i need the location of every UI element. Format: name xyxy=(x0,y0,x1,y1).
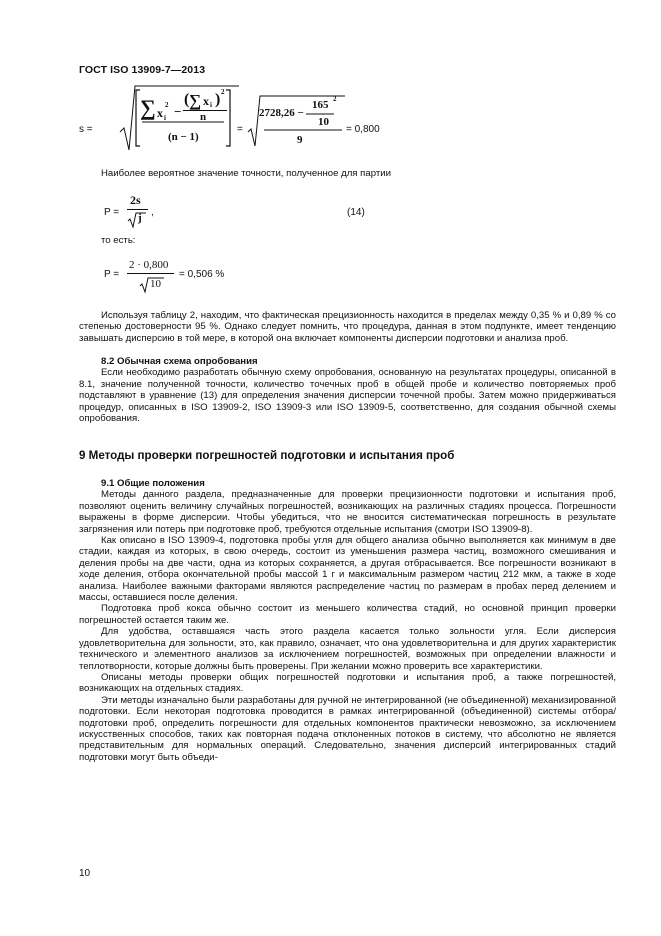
radical-3-icon xyxy=(127,211,147,229)
heading-8-2: 8.2 Обычная схема опробования xyxy=(101,356,258,367)
radical-2-icon xyxy=(246,94,346,150)
equation-number: (14) xyxy=(347,207,365,218)
text-that-is: то есть: xyxy=(101,235,136,246)
paren-close: ) xyxy=(215,91,221,108)
formula-x1: x xyxy=(157,106,163,120)
sum-symbol-1: ∑ xyxy=(140,95,156,120)
formula-x2-sub: i xyxy=(210,101,212,109)
formula-p2-result: = 0,506 % xyxy=(179,269,225,280)
formula-p-lhs: P = xyxy=(104,207,120,218)
paragraph-9-1-b: Как описано в ISO 13909-4, подготовка пробы угля для общего анализа обычно выполняется как минимум в две стадии, каждая из которых, в свою очередь, состоит из уменьшения размера частиц, возможного смешивания и деления пробы на две части, одна из которых сохраняется, а другая отбрасывается. Все погрешности возникают в ходе деления, отбора окончательной пробы массой 1 г и максимальным размером частиц 212 мкм, а также в ходе анализа. Наиболее важными факторами являются распределение частиц по размерам в пробах перед делением и массы, оставшиеся после деления. xyxy=(79,535,616,604)
heading-9-1: 9.1 Общие положения xyxy=(101,478,205,489)
paragraph-9-1-f: Эти методы изначально были разработаны для ручной не интегрированной (не объединенной) механизированной подготовки. Если некоторая подготовка проводится в рамках интегрированной (объединенной) системы отбора/подготовки проб, определить погрешности для отдельных компонентов практически невозможно, за исключением искусственных способов, таких как повторная подача отклоненных потоков в систему, что абсолютно не является представительным для нормальных операций. Следовательно, значения дисперсий интегрированных стадий подготовки могут быть объеди- xyxy=(79,694,616,763)
formula-den9: 9 xyxy=(297,134,303,146)
section-9-1 xyxy=(79,478,616,763)
paragraph-9-1-c: Подготовка проб кокса обычно состоит из меньшего количества стадий, но основной принцип проверки погрешностей остается таким же. xyxy=(79,603,616,626)
formula-den10: 10 xyxy=(318,116,329,128)
formula-p-num: 2s xyxy=(130,193,141,207)
formula-x2: x xyxy=(203,94,209,108)
formula-n: n xyxy=(200,111,207,123)
text-precision: Наиболее вероятное значение точности, полученное для партии xyxy=(101,168,391,179)
equals-1: = xyxy=(237,124,243,135)
paragraph-8-2: Если необходимо разработать обычную схему опробования, основанную на результатах процедуры, описанной в 8.1, значение полученной точности, количество точечных проб в общей пробе и количество повторяемых проб подставляют в уравнение (13) для определения значения дисперсии точечной пробы. Затем можно придерживаться процедур, описанных в ISO 13909-2, ISO 13909-3 или ISO 13909-5, соответственно, для создания обычной схемы опробования. xyxy=(79,367,616,425)
formula-p2-num: 2 · 0,800 xyxy=(129,259,169,271)
paragraph-9-1-e: Описаны методы проверки общих погрешностей подготовки и испытания проб, а также погрешностей, возникающих на отдельных стадиях. xyxy=(79,671,616,695)
formula-p-den: j xyxy=(138,212,142,224)
formula-165-sup: 2 xyxy=(333,95,337,103)
formula-s-result: = 0,800 xyxy=(346,124,380,135)
fraction-bar-p xyxy=(127,209,148,210)
formula-p2-lhs: P = xyxy=(104,269,120,280)
formula-s-lhs: s = xyxy=(79,124,93,135)
paragraph-table2: Используя таблицу 2, находим, что фактическая прецизионность находится в пределах между 0,35 % и 0,89 % со степенью достоверности 95 %. Однако следует помнить, что процедура, данная в этом подпункте, имеет тенденцию завышать дисперсию в той мере, в которой она включает компоненты дисперсии подготовки и анализа проб. xyxy=(79,310,616,344)
formula-p2-den: 10 xyxy=(150,278,161,290)
formula-val1: 2728,26 − xyxy=(259,107,304,119)
heading-9: 9 Методы проверки погрешностей подготовки и испытания проб xyxy=(79,449,455,462)
paragraph-9-1-d: Для удобства, оставшаяся часть этого раздела касается только зольности угля. Если дисперсия удовлетворительна для зольности, это, как правило, означает, что она удовлетворительна и для других характеристик технического и элементного анализов за исключением погрешностей, возможных при определении влажности и теплотворности, которые должны быть проверены. При желании можно проверить все характеристики. xyxy=(79,626,616,672)
formula-x1-sub: i xyxy=(164,114,166,122)
formula-p-comma: , xyxy=(151,207,154,218)
formula-165: 165 xyxy=(312,99,329,111)
sum-symbol-2: ∑ xyxy=(189,91,202,110)
section-8-2 xyxy=(79,356,616,424)
document-header: ГОСТ ISO 13909-7—2013 xyxy=(79,64,206,76)
page-number: 10 xyxy=(79,868,91,879)
formula-x1-sup: 2 xyxy=(165,101,169,109)
paren-sup: 2 xyxy=(221,88,225,96)
fraction-bar-p2 xyxy=(127,273,174,274)
formula-denominator: (n − 1) xyxy=(168,131,199,143)
paren-open: ( xyxy=(184,91,190,108)
formula-minus: − xyxy=(174,104,182,119)
paragraph-9-1-a: Методы данного раздела, предназначенные для проверки прецизионности подготовки и испытания проб, позволяют оценить величину случайных погрешностей, возникающих на различных стадиях процесса. Погрешности выражены в форме дисперсии. Чтобы убедиться, что не вносится систематическая погрешность в результате загрязнения или потерь при подготовке проб, требуются отдельные испытания (смотри ISO 13909-8). xyxy=(79,489,616,535)
